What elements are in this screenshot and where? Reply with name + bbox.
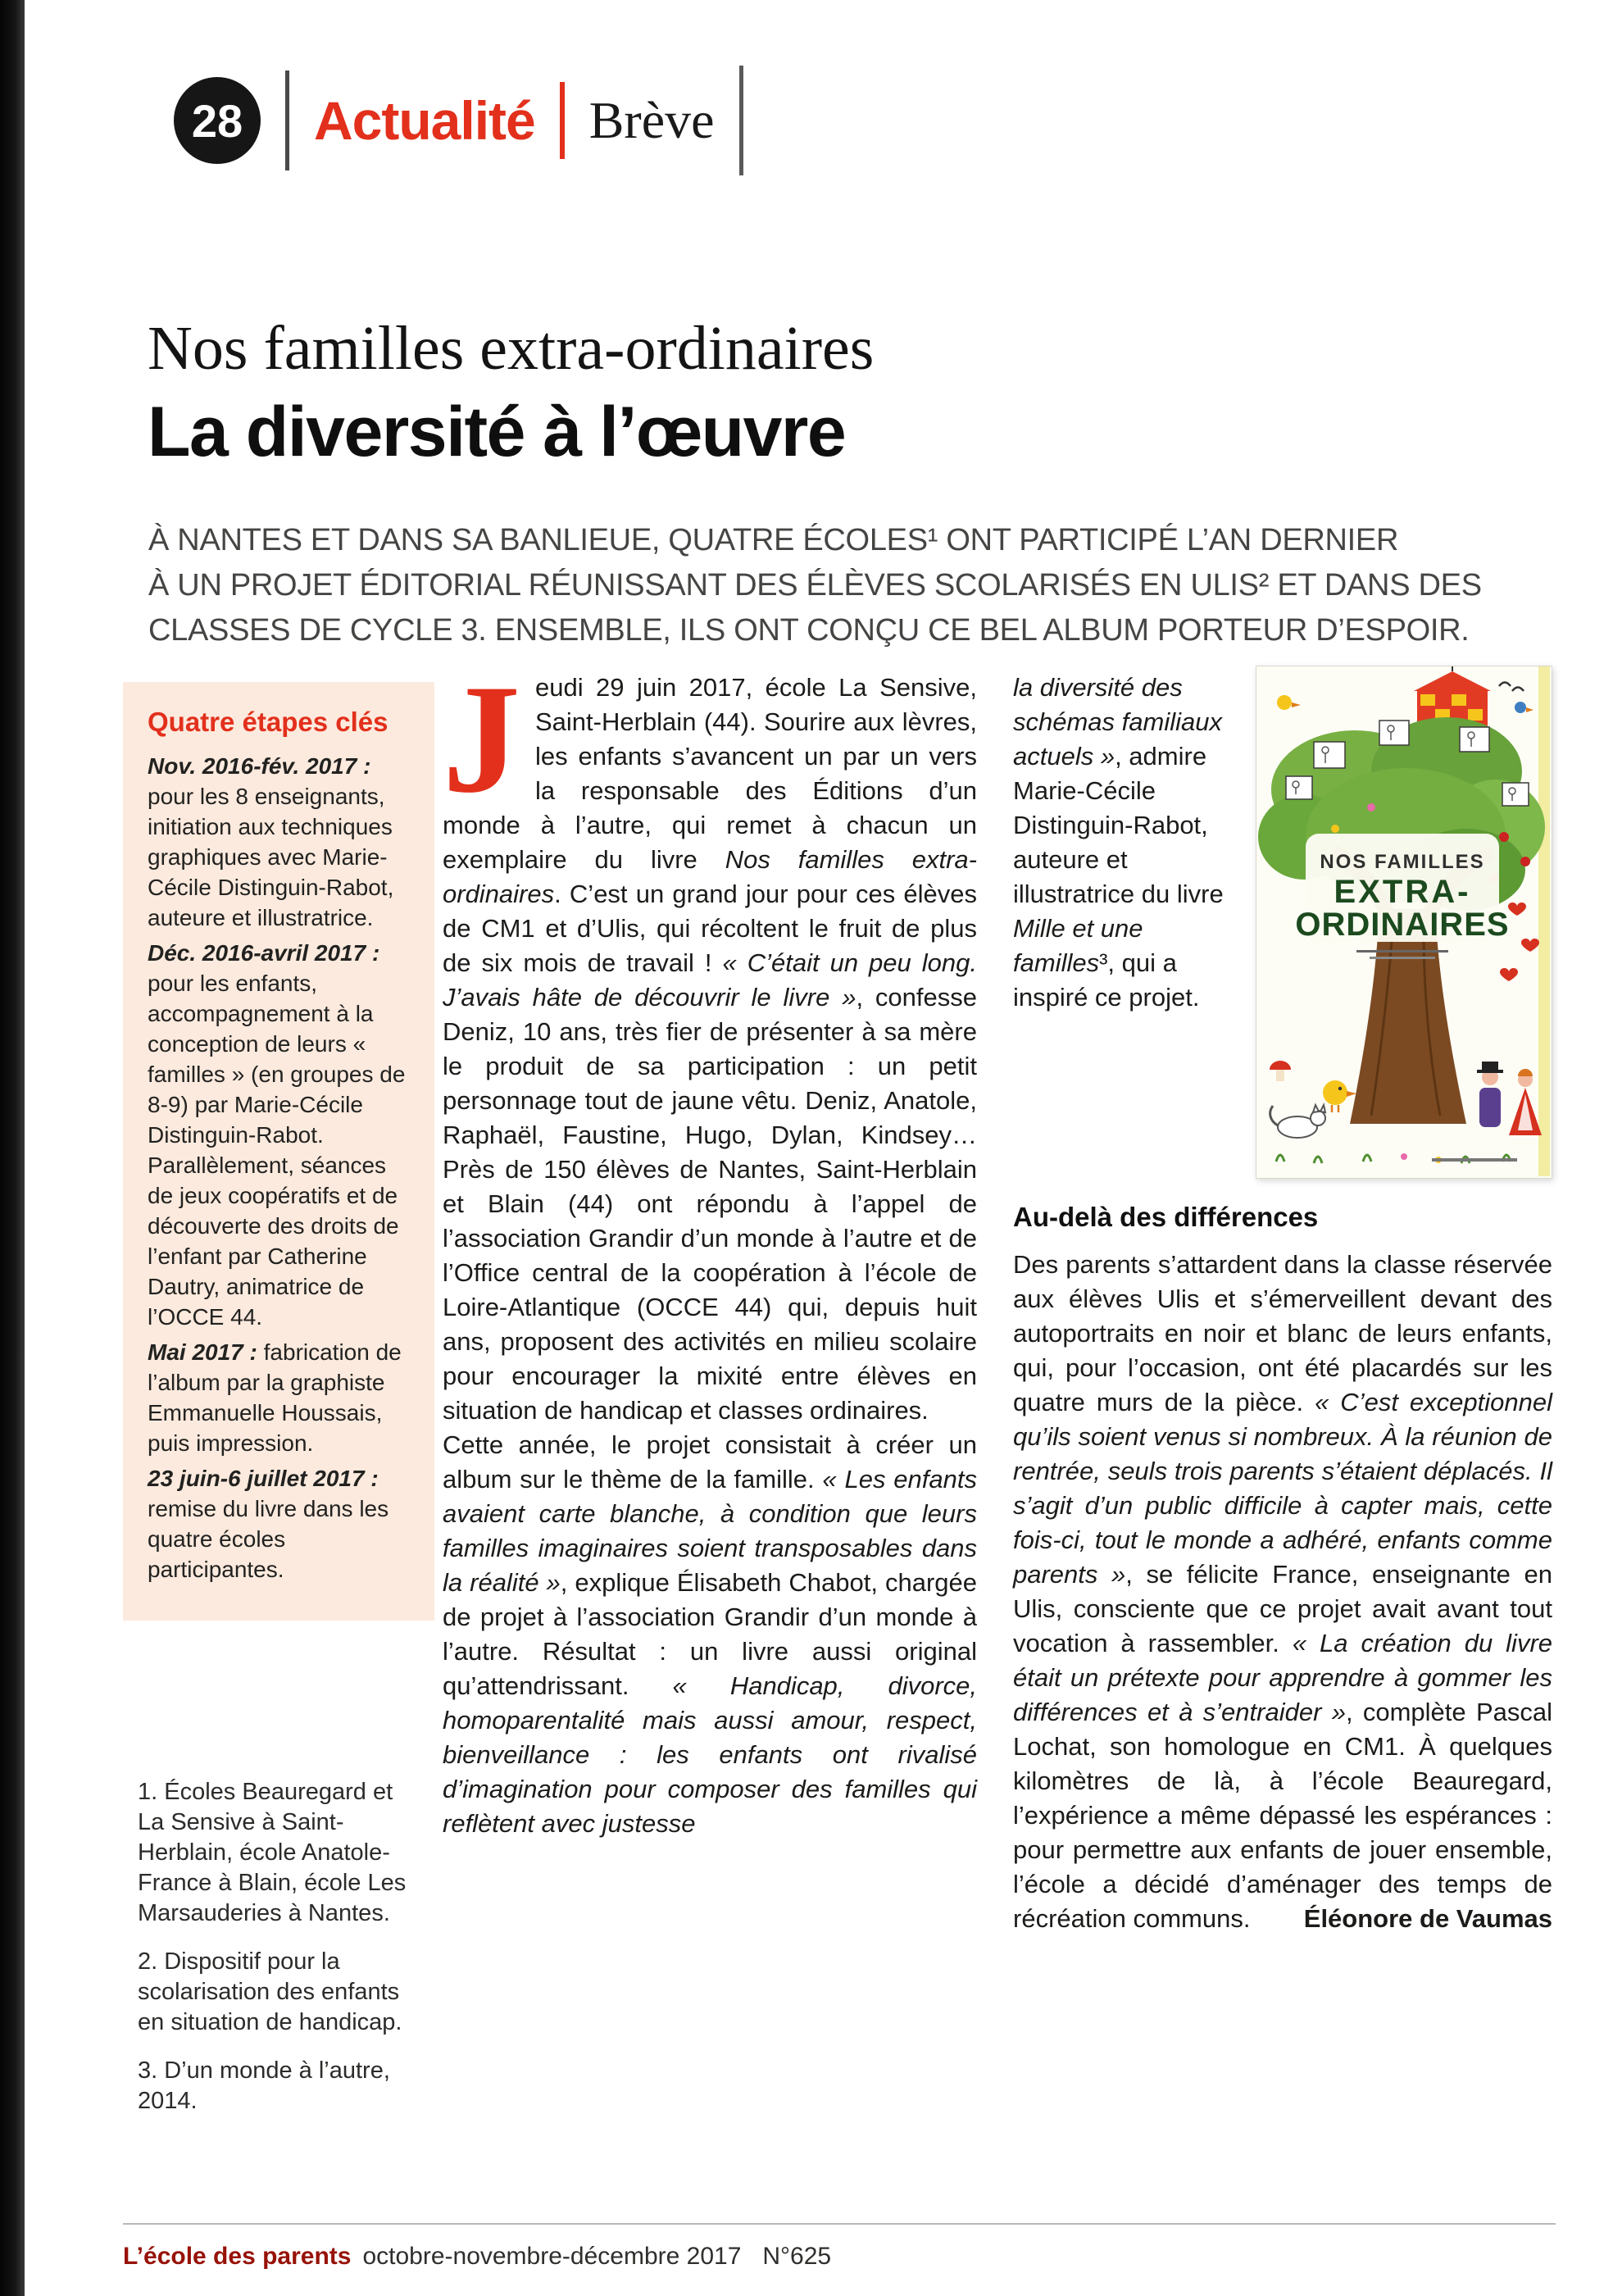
rubric-label: Brève xyxy=(588,91,715,149)
article-paragraph: la diversité des schémas familiaux actuels », admire Marie-Cécile Distinguin-Rabot, auteure et illustratrice du livre Mille et une familles³, qui a inspiré ce projet. xyxy=(1013,673,1224,1012)
footnote: 2. Dispositif pour la scolarisation des enfants en situation de handicap. xyxy=(138,1948,402,2035)
kicker-title: Nos familles extra-ordinaires xyxy=(148,314,875,383)
scan-edge xyxy=(0,0,25,2296)
article-paragraph: Cette année, le projet consistait à créer un album sur le thème de la famille. « Les enfants avaient carte blanche, à condition que leurs familles imaginaires soient transposables dans la réalité », explique Élisabeth Chabot, chargée de projet à l’association Grandir d’un monde à l’autre. Résultat : un livre aussi original qu’attendrissant. « Handicap, divorce, homoparentalité mais aussi amour, respect, bienveillance : les enfants ont rivalisé d’imagination pour composer des familles qui reflètent avec justesse xyxy=(443,1430,977,1838)
cover-small-text-line xyxy=(1370,957,1435,959)
step-text: pour les enfants, accompagnement à la conception de leurs « familles » (en groupes de 8-9) par Marie-Cécile Distinguin-Rabot. Parallèlement, séances de jeux coopératifs et de découverte des droits de l’enfant par Catherine Dautry, animatrice de l’OCCE 44. xyxy=(148,971,406,1330)
cover-title-line3: ORDINAIRES xyxy=(1295,907,1510,943)
cover-page-edge xyxy=(1538,666,1550,1176)
lede-line: À UN PROJET ÉDITORIAL RÉUNISSANT DES ÉLÈVES SCOLARISÉS EN ULIS² ET DANS DES xyxy=(148,568,1482,602)
article-paragraph: Jeudi 29 juin 2017, école La Sensive, Saint-Herblain (44). Sourire aux lèvres, les enfants s’avancent un par un vers la responsable des Éditions d’un monde à l’autre, qui remet à chacun un exemplaire du livre Nos familles extra-ordinaires. C’est un grand jour pour ces élèves de CM1 et d’Ulis, qui récoltent le fruit de plus de six mois de travail ! « C’était un peu long. J’avais hâte de découvrir le livre », confesse Deniz, 10 ans, très fier de présenter à sa mère le produit de sa participation : un petit personnage tout de jaune vêtu. Deniz, Anatole, Raphaël, Faustine, Hugo, Dylan, Kindsey… Près de 150 élèves de Nantes, Saint-Herblain et Blain (44) ont répondu à l’appel de l’association Grandir d’un monde à l’autre et de l’Office central de la coopération à l’école de Loire-Atlantique (OCCE 44) qui, depuis huit ans, proposent des activités en milieu scolaire pour encourager la mixité entre élèves en situation de handicap et classes ordinaires. xyxy=(443,653,978,1425)
article-lede xyxy=(148,518,1482,653)
section-label: Actualité xyxy=(314,90,535,151)
cover-title-line2: EXTRA- xyxy=(1334,874,1471,910)
lede-line: À NANTES ET DANS SA BANLIEUE, QUATRE ÉCOLES¹ ONT PARTICIPÉ L’AN DERNIER xyxy=(148,523,1399,557)
issue-number: N°625 xyxy=(762,2243,832,2270)
page-footer xyxy=(123,2243,831,2271)
page-number: 28 xyxy=(191,94,243,147)
article-column-2 xyxy=(1013,671,1552,1936)
author-signature: Éléonore de Vaumas xyxy=(1303,1904,1552,1933)
divider-bar xyxy=(285,70,289,170)
step-label: 23 juin-6 juillet 2017 : xyxy=(148,1466,379,1491)
article-paragraph: Des parents s’attardent dans la classe réservée aux élèves Ulis et s’émerveillent devant des autoportraits en noir et blanc de leurs enfants, qui, pour l’occasion, ont été placardés sur les quatre murs de la pièce. « C’est exceptionnel qu’ils soient venus si nombreux. À la réunion de rentrée, seuls trois parents s’étaient déplacés. Il s’agit d’un public difficile à capter mais, cette fois-ci, tout le monde a adhéré, enfants comme parents », se félicite France, enseignante en Ulis, consciente que ce projet avait avant tout vocation à rassembler. « La création du livre était un prétexte pour apprendre à gommer les différences et à s’entraider », complète Pascal Lochat, son homologue en CM1. À quelques kilomètres de là, à l’école Beauregard, l’expérience a même dépassé les espérances : pour permettre aux enfants de jouer ensemble, l’école a décidé d’aménager des temps de récréation communs. xyxy=(1013,1250,1553,1933)
sidebar-step xyxy=(148,1337,411,1458)
page-number-badge xyxy=(174,77,261,164)
step-text: remise du livre dans les quatre écoles participantes. xyxy=(148,1496,389,1582)
subheading: Au-delà des différences xyxy=(1013,1202,1319,1232)
drop-cap: J xyxy=(443,653,520,825)
flower xyxy=(1401,1153,1407,1160)
issue-date: octobre-novembre-décembre 2017 xyxy=(362,2243,742,2270)
step-text: pour les 8 enseignants, initiation aux techniques graphiques avec Marie-Cécile Distinguin-Rabot, auteure et illustratrice. xyxy=(148,784,394,930)
step-label: Nov. 2016-fév. 2017 : xyxy=(148,753,371,779)
divider-bar-red xyxy=(560,82,565,159)
footnotes xyxy=(138,1777,420,2135)
cover-small-text-line xyxy=(1356,950,1448,952)
sidebar-step xyxy=(148,751,411,933)
cover-publisher-line xyxy=(1432,1158,1517,1162)
step-label: Mai 2017 : xyxy=(148,1339,264,1365)
step-label: Déc. 2016-avril 2017 : xyxy=(148,940,380,966)
footnote: 1. Écoles Beauregard et La Sensive à Saint-Herblain, école Anatole-France à Blain, école Les Marsauderies à Nantes. xyxy=(138,1779,407,1926)
footer-rule xyxy=(123,2223,1556,2225)
page-header xyxy=(174,66,743,175)
book-cover xyxy=(1256,666,1552,1179)
divider-bar xyxy=(739,66,743,175)
groom-figure xyxy=(1477,1062,1503,1127)
sidebar-step xyxy=(148,938,411,1332)
article-column-1 xyxy=(443,653,978,1841)
sidebar-title: Quatre étapes clés xyxy=(148,707,388,737)
footnote: 3. D’un monde à l’autre, 2014. xyxy=(138,2057,390,2114)
sidebar-key-steps xyxy=(123,682,434,1621)
cover-title-panel xyxy=(1295,834,1509,959)
lede-line: CLASSES DE CYCLE 3. ENSEMBLE, ILS ONT CONÇU CE BEL ALBUM PORTEUR D’ESPOIR. xyxy=(148,613,1470,648)
book-cover-illustration xyxy=(1256,666,1550,1176)
magazine-name: L’école des parents xyxy=(123,2243,352,2270)
step-text: fabrication de l’album par la graphiste Emmanuelle Houssais, puis impression. xyxy=(148,1339,402,1456)
sidebar-step xyxy=(148,1463,411,1584)
article-title: La diversité à l’œuvre xyxy=(148,393,846,471)
cover-title-small: NOS FAMILLES xyxy=(1320,851,1485,873)
